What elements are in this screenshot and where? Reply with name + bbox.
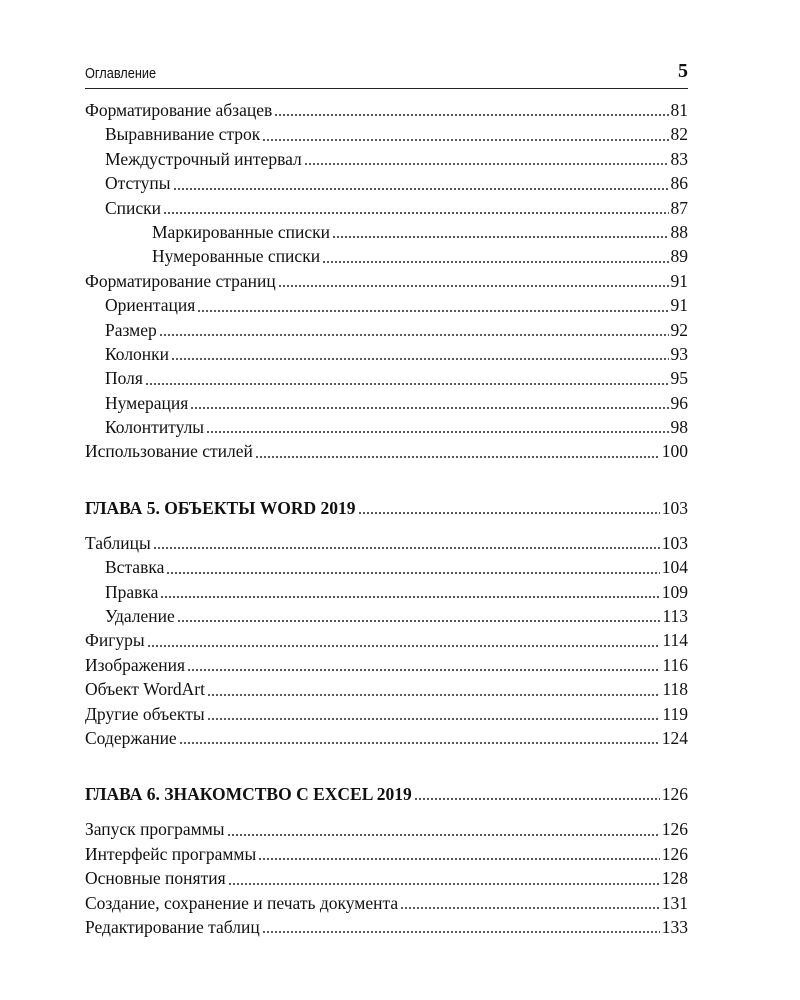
toc-entry-page-number: 83 xyxy=(670,148,688,169)
toc-entry[interactable] xyxy=(85,702,688,726)
toc-entry-page-number: 124 xyxy=(661,727,688,748)
toc-entry-title: Колонтитулы xyxy=(105,417,205,438)
toc-entry[interactable] xyxy=(85,318,688,342)
dot-leader xyxy=(227,834,660,836)
toc-entry[interactable] xyxy=(85,342,688,366)
toc-entry-page-number: 91 xyxy=(670,270,688,291)
toc-entry[interactable] xyxy=(85,98,688,122)
dot-leader xyxy=(262,139,668,141)
section-gap xyxy=(85,750,688,782)
toc-entry-page-number: 128 xyxy=(661,868,688,889)
toc-entry-title: Междустрочный интервал xyxy=(105,148,302,169)
toc-entry[interactable] xyxy=(85,891,688,915)
toc-entry-title: Объект WordArt xyxy=(85,679,205,700)
toc-entry[interactable] xyxy=(85,580,688,604)
dot-leader xyxy=(304,163,669,165)
toc-entry-page-number: 126 xyxy=(661,819,688,840)
toc-entry[interactable] xyxy=(85,915,688,939)
toc-entry-page-number: 98 xyxy=(670,417,688,438)
toc-entry-title: Маркированные списки xyxy=(152,221,331,242)
chapter-page-number: 103 xyxy=(661,497,688,518)
toc-entry-page-number: 89 xyxy=(670,246,688,267)
toc-entry-title: Нумерованные списки xyxy=(152,246,321,267)
dot-leader xyxy=(255,456,660,458)
toc-entry-page-number: 96 xyxy=(670,392,688,413)
toc-entry-page-number: 81 xyxy=(670,99,688,120)
toc-entry[interactable] xyxy=(85,220,688,244)
toc-entry-title: Отступы xyxy=(105,173,171,194)
toc-entry[interactable] xyxy=(85,439,688,463)
section-gap xyxy=(85,464,688,496)
dot-leader xyxy=(207,694,660,696)
dot-leader xyxy=(400,907,660,909)
dot-leader xyxy=(206,431,668,433)
dot-leader xyxy=(274,114,668,116)
dot-leader xyxy=(187,669,660,671)
toc-entry[interactable] xyxy=(85,842,688,866)
toc-entry-page-number: 95 xyxy=(670,368,688,389)
dot-leader xyxy=(262,931,660,933)
toc-entry[interactable] xyxy=(85,677,688,701)
dot-leader xyxy=(163,212,668,214)
toc-entry-title: Нумерация xyxy=(105,392,189,413)
toc-entry-page-number: 116 xyxy=(662,654,688,675)
dot-leader xyxy=(166,572,659,574)
toc-entry-page-number: 82 xyxy=(670,124,688,145)
toc-entry-title: Списки xyxy=(105,197,162,218)
dot-leader xyxy=(258,858,660,860)
dot-leader xyxy=(332,236,668,238)
dot-leader xyxy=(207,718,661,720)
dot-leader xyxy=(358,512,660,514)
toc-entry[interactable] xyxy=(85,555,688,579)
toc-entry[interactable] xyxy=(85,147,688,171)
toc-entry-page-number: 109 xyxy=(661,581,688,602)
dot-leader xyxy=(278,285,669,287)
toc-entry-page-number: 88 xyxy=(670,221,688,242)
dot-leader xyxy=(322,261,668,263)
toc-entry[interactable] xyxy=(85,415,688,439)
dot-leader xyxy=(228,883,660,885)
chapter-page-number: 126 xyxy=(661,784,688,805)
toc-entry-title: Правка xyxy=(105,581,159,602)
table-of-contents xyxy=(85,98,688,939)
toc-chapter-heading[interactable] xyxy=(85,496,688,531)
toc-entry[interactable] xyxy=(85,653,688,677)
dot-leader xyxy=(171,358,668,360)
toc-entry-page-number: 103 xyxy=(661,532,688,553)
toc-entry[interactable] xyxy=(85,817,688,841)
toc-entry-title: Фигуры xyxy=(85,630,145,651)
toc-entry-page-number: 100 xyxy=(661,441,688,462)
dot-leader xyxy=(177,620,661,622)
toc-entry-page-number: 87 xyxy=(670,197,688,218)
dot-leader xyxy=(147,645,661,647)
toc-entry-page-number: 93 xyxy=(670,343,688,364)
toc-entry[interactable] xyxy=(85,726,688,750)
toc-entry-title: Редактирование таблиц xyxy=(85,916,260,937)
toc-entry-title: Выравнивание строк xyxy=(105,124,261,145)
toc-entry-page-number: 113 xyxy=(662,606,688,627)
toc-entry-title: Удаление xyxy=(105,606,175,627)
toc-entry[interactable] xyxy=(85,604,688,628)
toc-entry-title: Основные понятия xyxy=(85,868,226,889)
dot-leader xyxy=(160,596,659,598)
dot-leader xyxy=(173,188,669,190)
toc-entry-title: Интерфейс программы xyxy=(85,843,257,864)
dot-leader xyxy=(145,383,669,385)
toc-entry-title: Форматирование абзацев xyxy=(85,99,273,120)
toc-entry-page-number: 104 xyxy=(661,557,688,578)
toc-entry[interactable] xyxy=(85,366,688,390)
toc-entry-title: Колонки xyxy=(105,343,170,364)
toc-entry[interactable] xyxy=(85,244,688,268)
dot-leader xyxy=(159,334,669,336)
toc-entry[interactable] xyxy=(85,196,688,220)
dot-leader xyxy=(414,798,660,800)
page-number: 5 xyxy=(678,60,688,82)
toc-entry-title: Таблицы xyxy=(85,532,151,553)
toc-entry-title: Создание, сохранение и печать документа xyxy=(85,892,399,913)
toc-entry[interactable] xyxy=(85,531,688,555)
chapter-title: ГЛАВА 6. ЗНАКОМСТВО С EXCEL 2019 xyxy=(85,784,412,805)
toc-entry-page-number: 86 xyxy=(670,173,688,194)
toc-entry-page-number: 126 xyxy=(661,843,688,864)
toc-entry-page-number: 118 xyxy=(662,679,688,700)
toc-entry-title: Ориентация xyxy=(105,295,196,316)
toc-entry[interactable] xyxy=(85,269,688,293)
toc-entry[interactable] xyxy=(85,171,688,195)
dot-leader xyxy=(179,742,660,744)
running-header-title: Оглавление xyxy=(85,65,157,82)
toc-entry-title: Изображения xyxy=(85,654,186,675)
toc-entry[interactable] xyxy=(85,122,688,146)
toc-entry[interactable] xyxy=(85,391,688,415)
dot-leader xyxy=(197,310,668,312)
toc-entry-title: Использование стилей xyxy=(85,441,253,462)
dot-leader xyxy=(153,547,660,549)
toc-entry-title: Поля xyxy=(105,368,143,389)
dot-leader xyxy=(190,407,668,409)
toc-entry[interactable] xyxy=(85,866,688,890)
toc-entry-title: Вставка xyxy=(105,557,165,578)
toc-chapter-heading[interactable] xyxy=(85,782,688,817)
running-header xyxy=(85,60,688,89)
toc-entry-page-number: 114 xyxy=(662,630,688,651)
toc-entry-page-number: 119 xyxy=(662,703,688,724)
toc-entry-title: Запуск программы xyxy=(85,819,225,840)
toc-entry-title: Размер xyxy=(105,319,157,340)
toc-entry-page-number: 131 xyxy=(661,892,688,913)
toc-entry[interactable] xyxy=(85,293,688,317)
toc-entry-page-number: 92 xyxy=(670,319,688,340)
toc-entry[interactable] xyxy=(85,628,688,652)
toc-entry-page-number: 91 xyxy=(670,295,688,316)
toc-entry-page-number: 133 xyxy=(661,916,688,937)
toc-entry-title: Содержание xyxy=(85,727,177,748)
toc-entry-title: Другие объекты xyxy=(85,703,205,724)
chapter-title: ГЛАВА 5. ОБЪЕКТЫ WORD 2019 xyxy=(85,497,356,518)
toc-entry-title: Форматирование страниц xyxy=(85,270,276,291)
